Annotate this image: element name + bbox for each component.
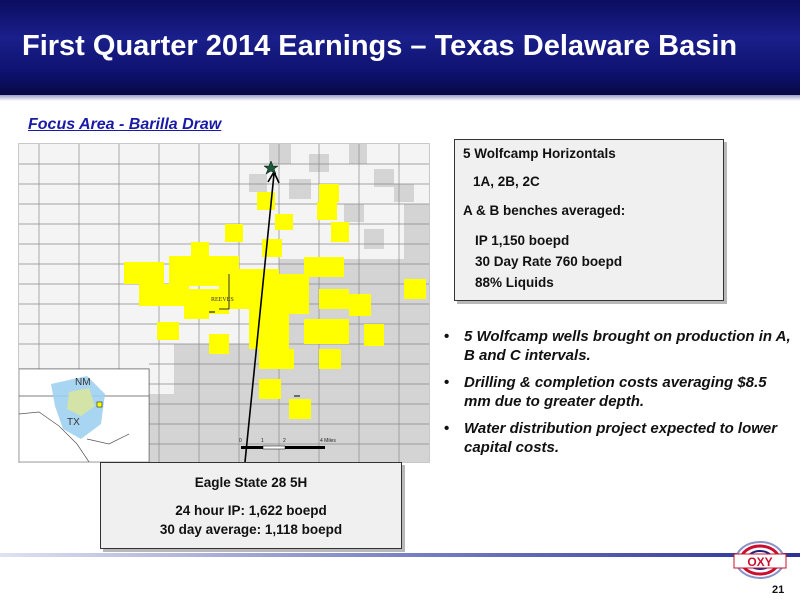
summary-ip: IP 1,150 boepd — [475, 233, 570, 248]
summary-30day: 30 Day Rate 760 boepd — [475, 254, 623, 269]
page-number: 21 — [772, 584, 785, 596]
inset-label-nm: NM — [75, 377, 91, 388]
scale-label-0: 0 — [239, 438, 242, 444]
acreage-map — [18, 143, 430, 463]
scale-label-2: 2 — [283, 438, 286, 444]
scale-label-1: 1 — [261, 438, 264, 444]
eagle-title: Eagle State 28 5H — [194, 475, 308, 490]
oxy-logo-icon — [728, 540, 792, 580]
eagle-ip: 24 hour IP: 1,622 boepd — [175, 503, 327, 518]
bullet-marker: • — [444, 420, 450, 437]
map-graphic — [19, 144, 429, 462]
bullet-item — [442, 327, 792, 365]
summary-wells: 1A, 2B, 2C — [473, 174, 540, 189]
bullet-text: Water distribution project expected to lower capital costs. — [464, 420, 778, 456]
slide-title: First Quarter 2014 Earnings – Texas Delaware Basin — [22, 30, 738, 62]
bullet-list — [442, 327, 792, 465]
eagle-state-callout — [100, 462, 402, 549]
inset-state-map — [19, 369, 149, 462]
header-shadow — [0, 95, 800, 101]
bullet-text: 5 Wolfcamp wells brought on production in A, B and C intervals. — [464, 328, 791, 364]
summary-liquids: 88% Liquids — [475, 275, 554, 290]
bullet-text: Drilling & completion costs averaging $8.5 mm due to greater depth. — [464, 374, 767, 410]
county-label: REEVES — [211, 297, 234, 303]
bullet-item — [442, 373, 792, 411]
summary-benches: A & B benches averaged: — [463, 203, 626, 218]
inset-label-tx: TX — [67, 417, 80, 428]
summary-heading: 5 Wolfcamp Horizontals — [463, 146, 616, 161]
focus-area-link[interactable]: Focus Area - Barilla Draw — [28, 116, 222, 133]
bullet-marker: • — [444, 328, 450, 345]
logo-text: OXY — [747, 555, 773, 569]
footer-rule — [0, 553, 800, 557]
bullet-marker: • — [444, 374, 450, 391]
wolfcamp-summary-box — [454, 139, 724, 301]
scale-label-4: 4 Miles — [320, 438, 336, 444]
bullet-item — [442, 419, 792, 457]
eagle-30day: 30 day average: 1,118 boepd — [159, 522, 343, 537]
